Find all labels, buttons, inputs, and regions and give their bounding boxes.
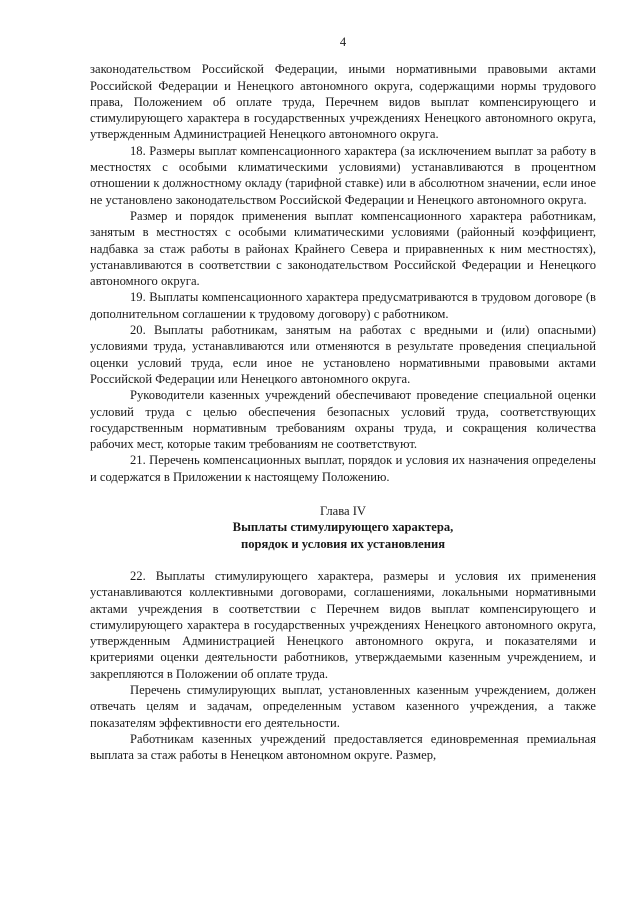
paragraph-20: 20. Выплаты работникам, занятым на работах с вредными и (или) опасными) условиями труда, устанавливаются или отменяются в результате проведения специальной оценки условий труда, если иное не установлено нормативными правовыми актами Российской Федерации или Ненецкого автономного округа. [90, 323, 596, 386]
paragraph: Работникам казенных учреждений предоставляется единовременная премиальная выплата за стаж работы в Ненецком автономном округе. Размер, [90, 731, 596, 763]
paragraph: Размер и порядок применения выплат компенсационного характера работникам, занятым в местностях с особыми климатическими условиями (районный коэффициент, надбавка за стаж работы в районах Крайнего Севера и приравненных к ним местностях), устанавливаются в соответствии с законодательством Российской Федерации и Ненецкого автономного округа. [90, 208, 596, 289]
paragraph-19: 19. Выплаты компенсационного характера предусматриваются в трудовом договоре (в дополнительном соглашении к трудовому договору) с работником. [90, 290, 596, 321]
paragraph: законодательством Российской Федерации, иными нормативными правовыми актами Российской Федерации и Ненецкого автономного округа, содержащими нормы трудового права, Положением об оплате труда, Перечнем видов выплат компенсирующего и стимулирующего характера в государственных учреждениях Ненецкого автономного округа, утвержденным Администрацией Ненецкого автономного округа. [90, 62, 596, 142]
page-number: 4 [339, 35, 347, 49]
spacer [90, 552, 596, 568]
paragraph-18: 18. Размеры выплат компенсационного характера (за исключением выплат за работу в местностях с особыми климатическими условиями) устанавливаются в процентном отношении к должностному окладу (тарифной ставке) или в абсолютном значении, если иное не установлено законодательством Российской Федерации и Ненецкого автономного округа. [90, 143, 596, 207]
paragraph: Перечень стимулирующих выплат, установленных казенным учреждением, должен отвечать целям и задачам, определенным уставом казенного учреждения, а также показателям эффективности его деятельности. [90, 682, 596, 730]
chapter-label: Глава IV [319, 504, 366, 519]
chapter-title-line-2: порядок и условия их установления [240, 536, 446, 551]
paragraph-22: 22. Выплаты стимулирующего характера, размеры и условия их применения устанавливаются коллективными договорами, соглашениями, локальными нормативными актами учреждения в соответствии с Перечнем видов выплат компенсирующего и стимулирующего характера в государственных учреждениях Ненецкого автономного округа, утвержденным Администрацией Ненецкого автономного округа, и показателями и критериями оценки деятельности работников, утверждаемыми казенным учреждением, и закрепляются в Положении об оплате труда. [90, 568, 596, 681]
paragraph: Руководители казенных учреждений обеспечивают проведение специальной оценки условий труда с целью обеспечения безопасных условий труда, соответствующих государственным нормативным требованиям охраны труда, и сокращения количества рабочих мест, которые таким требованиям не соответствуют. [90, 388, 596, 452]
chapter-title-line-1: Выплаты стимулирующего характера, [232, 520, 454, 535]
paragraph-21: 21. Перечень компенсационных выплат, порядок и условия их назначения определены и содержатся в Приложении к настоящему Положению. [90, 453, 596, 484]
